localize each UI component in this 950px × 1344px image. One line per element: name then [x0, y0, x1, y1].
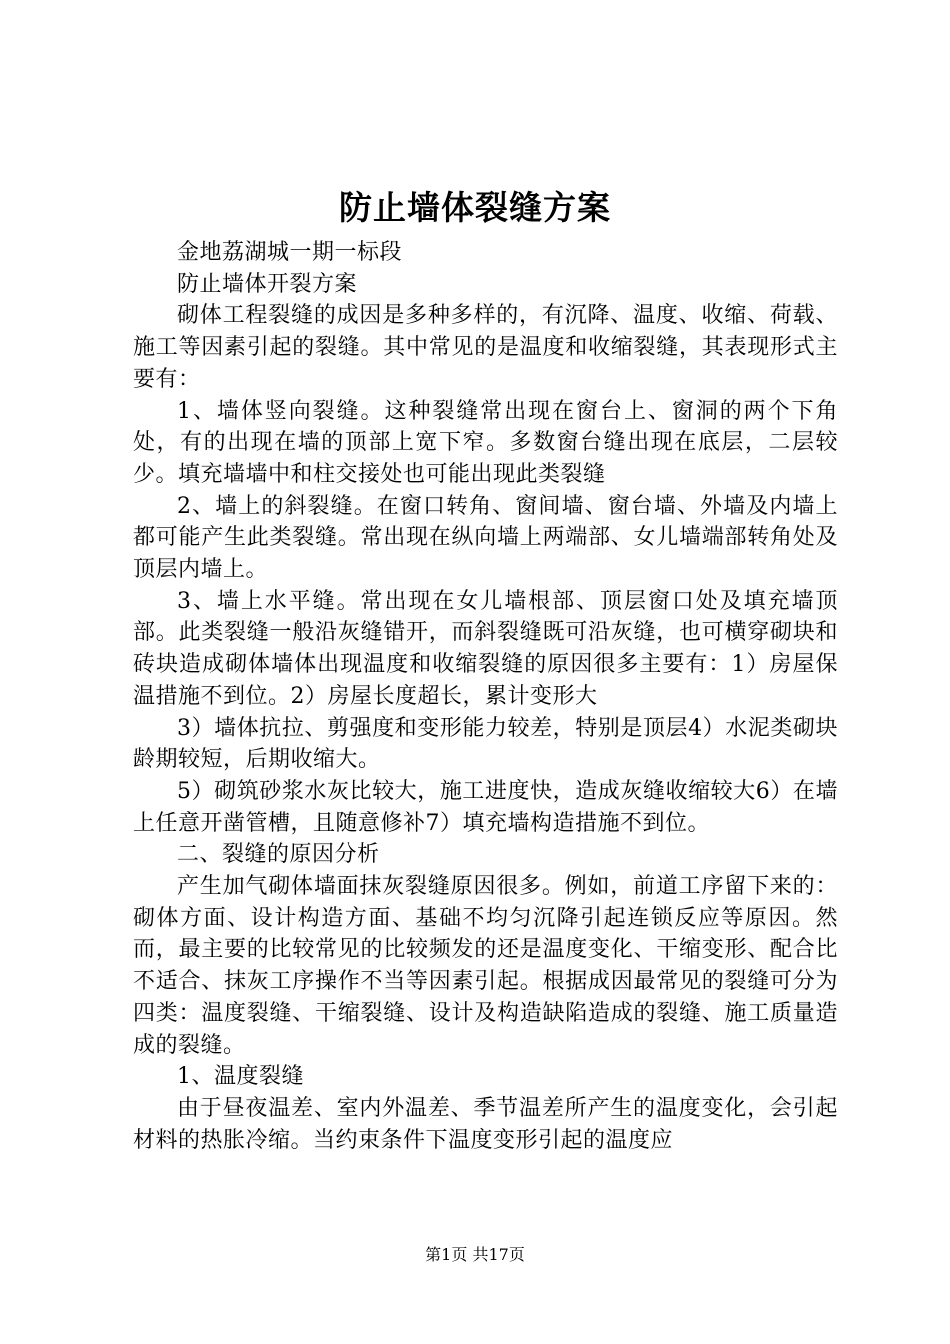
paragraph-horizontal-cracks: 3、墙上水平缝。常出现在女儿墙根部、顶层窗口处及填充墙顶部。此类裂缝一般沿灰缝错开，而斜裂缝既可沿灰缝，也可横穿砌块和砖块造成砌体墙体出现温度和收缩裂缝的原因很多主要有：1）房屋保温措施不到位。2）房屋长度超长，累计变形大 — [133, 588, 838, 709]
page-total: 共17页 — [472, 1245, 525, 1264]
paragraph-diagonal-cracks: 2、墙上的斜裂缝。在窗口转角、窗间墙、窗台墙、外墙及内墙上都可能产生此类裂缝。常出现在纵向墙上两端部、女儿墙端部转角处及顶层内墙上。 — [133, 493, 838, 583]
document-title: 防止墙体裂缝方案 — [339, 188, 611, 227]
paragraph-project-name: 金地荔湖城一期一标段 — [177, 240, 403, 265]
paragraph-vertical-cracks: 1、墙体竖向裂缝。这种裂缝常出现在窗台上、窗洞的两个下角处，有的出现在墙的顶部上宽下窄。多数窗台缝出现在底层，二层较少。填充墙墙中和柱交接处也可能出现此类裂缝 — [133, 398, 838, 487]
document-body — [133, 237, 838, 1156]
paragraph-plan-name: 防止墙体开裂方案 — [177, 271, 358, 297]
paragraph-temperature-cracks: 由于昼夜温差、室内外温差、季节温差所产生的温度变化，会引起材料的热胀冷缩。当约束条件下温度变形引起的温度应 — [133, 1095, 838, 1153]
page-number: 第1页 — [425, 1245, 468, 1264]
page-footer — [0, 1245, 950, 1265]
paragraph-intro: 砌体工程裂缝的成因是多种多样的，有沉降、温度、收缩、荷载、施工等因素引起的裂缝。其中常见的是温度和收缩裂缝，其表现形式主要有： — [133, 303, 838, 392]
section-heading-temperature-cracks: 1、温度裂缝 — [177, 1064, 304, 1090]
paragraph-cause-3-4: 3）墙体抗拉、剪强度和变形能力较差，特别是顶层4）水泥类砌块龄期较短，后期收缩大。 — [133, 715, 838, 773]
paragraph-cause-5-7: 5）砌筑砂浆水灰比较大，施工进度快，造成灰缝收缩较大6）在墙上任意开凿管槽，且随意修补7）填充墙构造措施不到位。 — [133, 778, 838, 836]
paragraph-plaster-cracks: 产生加气砌体墙面抹灰裂缝原因很多。例如，前道工序留下来的：砌体方面、设计构造方面、基础不均匀沉降引起连锁反应等原因。然而，最主要的比较常见的比较频发的还是温度变化、干缩变形、配合比不适合、抹灰工序操作不当等因素引起。根据成因最常见的裂缝可分为四类：温度裂缝、干缩裂缝、设计及构造缺陷造成的裂缝、施工质量造成的裂缝。 — [133, 874, 838, 1058]
section-heading-cause-analysis: 二、裂缝的原因分析 — [177, 842, 380, 868]
